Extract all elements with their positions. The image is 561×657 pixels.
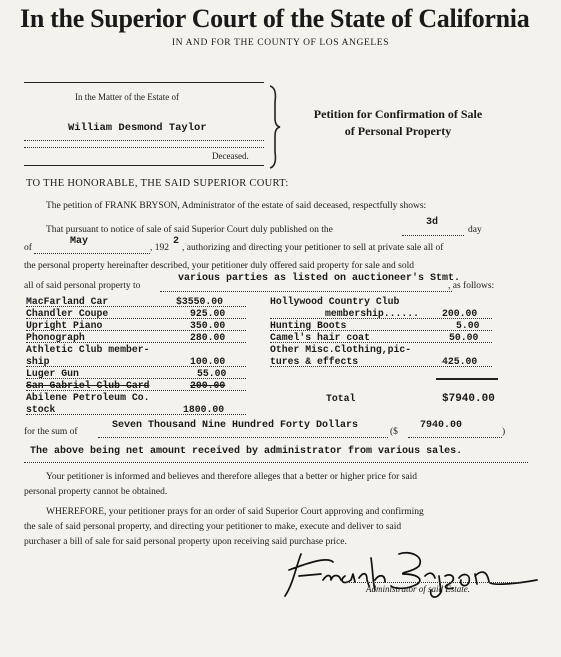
item-line	[270, 318, 492, 319]
list-item: Camel's hair coat	[270, 332, 370, 343]
item-amount: 280.00	[190, 332, 226, 343]
list-item: Phonograph	[26, 332, 85, 343]
net-note-line	[24, 462, 528, 463]
sold-to: various parties as listed on auctioneer's Stmt.	[178, 273, 461, 284]
item-line	[26, 330, 246, 331]
list-item: stock	[26, 404, 56, 415]
item-amount: 5.00	[456, 320, 480, 331]
sold-to-label: all of said personal property to	[24, 281, 141, 291]
item-line	[26, 414, 246, 415]
intro-paragraph: The petition of FRANK BRYSON, Administrator of the estate of said deceased, respectfully shows:	[46, 201, 427, 211]
decedent-dotted-line-2	[24, 147, 264, 148]
caption-top-rule	[24, 82, 264, 83]
net-amount-note: The above being net amount received by administrator from various sales.	[30, 446, 463, 457]
item-amount: 100.00	[190, 356, 226, 367]
list-item: Other Misc.Clothing,pic-	[270, 344, 412, 355]
list-item: Athletic Club member-	[26, 344, 150, 355]
sum-words-line	[98, 437, 388, 438]
order-month: May	[70, 236, 89, 247]
list-item: Chandler Coupe	[26, 308, 109, 319]
of-label: of	[24, 243, 32, 253]
order-month-line	[34, 253, 150, 254]
petition-title-line2: of Personal Property	[344, 124, 452, 139]
list-item: Hunting Boots	[270, 320, 347, 331]
item-amount: 55.00	[197, 368, 227, 379]
order-day-label: day	[468, 225, 482, 235]
salutation: TO THE HONORABLE, THE SAID SUPERIOR COURT:	[26, 178, 289, 189]
caption-bottom-rule	[24, 165, 264, 166]
order-day-line	[402, 235, 464, 236]
list-item: Upright Piano	[26, 320, 103, 331]
sum-close: )	[502, 427, 506, 437]
sum-amount-line	[408, 437, 502, 438]
total-amount: $7940.00	[442, 393, 495, 405]
as-follows: , as follows:	[448, 281, 495, 291]
item-amount: 1800.00	[183, 404, 225, 415]
item-line	[270, 330, 492, 331]
item-line	[270, 366, 492, 367]
petition-title	[288, 106, 508, 141]
order-text-b: , authorizing and directing your petitioner to sell at private sale all of	[182, 243, 444, 253]
total-rule	[436, 378, 498, 380]
sum-label: for the sum of	[24, 427, 78, 437]
believes-text-2: personal property cannot be obtained.	[24, 487, 168, 497]
decedent-name: William Desmond Taylor	[68, 122, 207, 134]
item-line	[26, 306, 246, 307]
item-line	[26, 318, 246, 319]
order-text-a: That pursuant to notice of sale of said Superior Court duly published on the	[46, 225, 333, 235]
order-text-c: the personal property hereinafter described, your petitioner duly offered said property for sale and sold	[24, 261, 414, 271]
list-item: Abilene Petroleum Co.	[26, 392, 150, 403]
item-amount: 925.00	[190, 308, 226, 319]
wherefore-text-3: purchaser a bill of sale for said personal property upon receiving said purchase price.	[24, 537, 347, 547]
item-line	[26, 366, 246, 367]
item-amount: 350.00	[190, 320, 226, 331]
list-item: membership......	[325, 308, 420, 319]
caption-brace	[268, 84, 282, 170]
list-item: San Gabriel Club Card	[26, 380, 150, 391]
year-prefix: , 192	[150, 243, 169, 253]
year-digit: 2	[173, 236, 180, 247]
sum-words: Seven Thousand Nine Hundred Forty Dollars	[112, 420, 359, 431]
list-item: MacFarland Car	[26, 296, 109, 307]
signature-caption: Administrator of said Estate.	[366, 584, 471, 594]
list-item: Luger Gun	[26, 368, 79, 379]
list-item: ship	[26, 356, 50, 367]
matter-label: In the Matter of the Estate of	[75, 92, 179, 102]
wherefore-text-2: the sale of said personal property, and directing your petitioner to make, execute and deliver to said	[24, 522, 402, 532]
signature-line	[346, 582, 522, 583]
court-title: In the Superior Court of the State of California	[20, 4, 530, 33]
item-amount: 50.00	[449, 332, 479, 343]
list-item: Hollywood Country Club	[270, 296, 400, 307]
item-amount: 425.00	[442, 356, 478, 367]
item-line	[26, 378, 246, 379]
order-day: 3d	[426, 217, 439, 228]
item-line	[26, 342, 246, 343]
sum-dollar-label: ($	[390, 427, 398, 437]
item-amount: 200.00	[190, 380, 226, 391]
sold-to-line	[160, 291, 452, 292]
item-line	[26, 390, 246, 391]
county-line: IN AND FOR THE COUNTY OF LOS ANGELES	[171, 38, 390, 48]
total-label: Total	[326, 393, 356, 404]
sum-amount: 7940.00	[420, 420, 463, 431]
decedent-dotted-line	[24, 140, 264, 141]
item-line	[270, 342, 492, 343]
deceased-label: Deceased.	[212, 151, 249, 161]
item-amount: 200.00	[442, 308, 478, 319]
wherefore-text-1: WHEREFORE, your petitioner prays for an order of said Superior Court approving and confirming	[46, 507, 424, 517]
list-item: tures & effects	[270, 356, 359, 367]
petition-title-line1: Petition for Confirmation of Sale	[313, 107, 483, 121]
believes-text: Your petitioner is informed and believes and therefore alleges that a better or higher price for said	[46, 472, 417, 482]
item-amount: $3550.00	[176, 296, 224, 307]
